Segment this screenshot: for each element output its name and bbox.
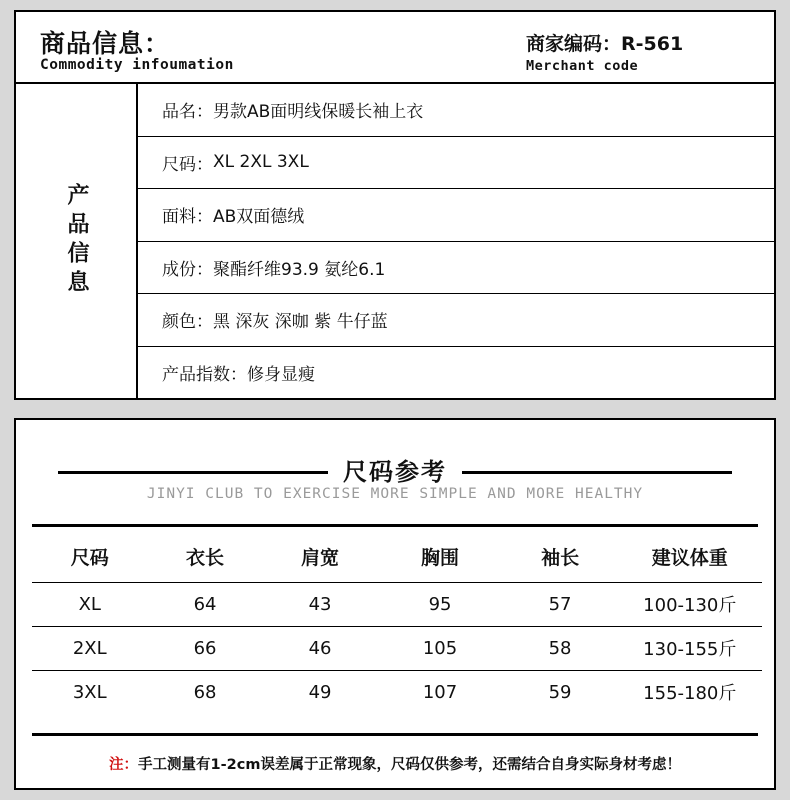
cell-size: XL	[32, 583, 148, 627]
size-chart-subtitle: JINYI CLUB TO EXERCISE MORE SIMPLE AND MORE HEALTHY	[146, 486, 644, 502]
cell-size: 2XL	[32, 627, 148, 671]
merchant-code: 商家编码：R-561	[526, 33, 684, 55]
row-value: AB双面德绒	[213, 207, 305, 228]
page-title: 商品信息：	[40, 29, 171, 58]
cell-length: 66	[148, 627, 263, 671]
measurement-note-text: 手工测量有1-2cm误差属于正常现象，尺码仅供参考，还需结合自身实际身材考虑！	[138, 757, 681, 773]
cell-sleeve: 57	[503, 583, 618, 627]
row-label: 成份：	[162, 259, 213, 280]
panel-header	[16, 12, 774, 84]
measurement-note-prefix: 注：	[109, 757, 139, 773]
cell-bust: 105	[378, 627, 503, 671]
side-label-text: 产品信息	[64, 183, 90, 299]
cell-weight: 100-130斤	[618, 583, 762, 627]
column-header-length: 衣长	[148, 532, 263, 583]
cell-bust: 107	[422, 681, 458, 703]
cell-shoulder: 49	[308, 681, 332, 703]
cell-weight: 155-180斤	[643, 683, 737, 704]
cell-length: 64	[148, 583, 263, 627]
row-label: 品名：	[162, 102, 213, 123]
table-row	[32, 627, 762, 671]
column-header-size: 尺码	[32, 532, 148, 583]
row-value: 黑 深灰 深咖 紫 牛仔蓝	[213, 312, 388, 333]
table-row	[138, 137, 774, 190]
page-title-english: Commodity infoumation	[40, 57, 234, 73]
row-value: XL 2XL 3XL	[213, 152, 309, 173]
row-label: 面料：	[162, 207, 213, 228]
table-row	[138, 347, 774, 399]
row-label: 产品指数：	[162, 364, 247, 385]
row-value: 聚酯纤维93.9 氨纶6.1	[213, 259, 386, 280]
row-label: 颜色：	[162, 312, 213, 333]
cell-sleeve: 59	[548, 681, 572, 703]
column-header-sleeve: 袖长	[503, 532, 618, 583]
divider-note	[32, 733, 758, 736]
table-row	[138, 242, 774, 295]
column-header-weight: 建议体重	[618, 532, 762, 583]
table-row	[138, 84, 774, 137]
column-header-shoulder: 肩宽	[263, 532, 378, 583]
table-header-row	[32, 532, 762, 583]
product-info-body	[16, 84, 774, 398]
row-label: 尺码：	[162, 154, 213, 175]
row-value: 修身显瘦	[247, 364, 315, 385]
cell-bust: 95	[378, 583, 503, 627]
commodity-information-panel	[14, 10, 776, 400]
size-chart-title: 尺码参考	[343, 458, 447, 486]
table-row	[138, 294, 774, 347]
table-row	[138, 189, 774, 242]
cell-weight: 130-155斤	[618, 627, 762, 671]
cell-shoulder: 46	[263, 627, 378, 671]
measurement-note	[16, 753, 774, 774]
row-value: 男款AB面明线保暖长袖上衣	[213, 102, 424, 123]
size-chart-panel	[14, 418, 776, 790]
cell-size: 3XL	[72, 681, 107, 703]
table-row	[32, 671, 762, 715]
divider	[32, 524, 758, 527]
table-row	[32, 583, 762, 627]
cell-sleeve: 58	[503, 627, 618, 671]
column-header-bust: 胸围	[378, 532, 503, 583]
product-info-rows	[138, 84, 774, 398]
product-info-side-label	[16, 84, 138, 398]
merchant-code-english: Merchant code	[526, 58, 639, 74]
size-chart-header	[16, 420, 774, 515]
cell-shoulder: 43	[263, 583, 378, 627]
size-table	[32, 532, 762, 714]
cell-length: 68	[193, 681, 217, 703]
